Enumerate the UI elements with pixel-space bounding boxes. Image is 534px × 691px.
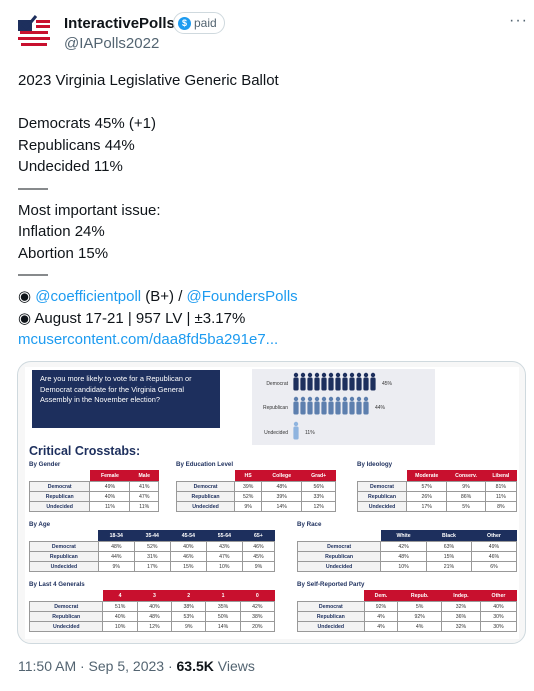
- corner-cell: [298, 590, 365, 602]
- generals-table: [29, 590, 275, 632]
- topline-label: Republican: [262, 405, 288, 411]
- row-label: Republican: [298, 612, 365, 622]
- age-title: By Age: [29, 521, 51, 528]
- column-header: Indep.: [441, 590, 480, 602]
- tweet-line: Inflation 24%: [18, 223, 105, 241]
- person-icon: [349, 373, 354, 391]
- person-icon: [335, 397, 340, 415]
- person-icon: [370, 373, 375, 391]
- person-icon: [342, 397, 347, 415]
- table-cell: 39%: [262, 492, 302, 502]
- header-row: [30, 470, 159, 482]
- table-cell: 57%: [407, 482, 447, 492]
- row-label: Democrat: [177, 482, 235, 492]
- crosstabs-graphic: [25, 367, 519, 639]
- column-header: 0: [240, 590, 274, 602]
- more-options-icon[interactable]: ···: [509, 12, 528, 29]
- row-label: Democrat: [30, 482, 90, 492]
- table-row: [358, 492, 517, 502]
- table-cell: 53%: [172, 612, 206, 622]
- tweet-line: 2023 Virginia Legislative Generic Ballot: [18, 72, 279, 89]
- education-table: [176, 470, 336, 512]
- tweet-timestamp[interactable]: 11:50 AM · Sep 5, 2023 ·: [18, 658, 177, 674]
- table-cell: 43%: [206, 542, 242, 552]
- views-label: Views: [213, 658, 255, 674]
- table-cell: 40%: [480, 602, 516, 612]
- row-label: Democrat: [298, 542, 381, 552]
- header-row: [30, 590, 275, 602]
- tweet-line: Democrats 45% (+1): [18, 115, 156, 133]
- row-label: Republican: [177, 492, 235, 502]
- person-icon: [293, 422, 298, 440]
- table-cell: 46%: [242, 542, 274, 552]
- party-table: [297, 590, 517, 632]
- row-label: Republican: [30, 552, 99, 562]
- person-icon: [307, 373, 312, 391]
- table-row: [177, 492, 336, 502]
- table-row: [358, 482, 517, 492]
- person-icon: [321, 397, 326, 415]
- table-cell: 12%: [137, 622, 171, 632]
- column-header: Other: [471, 530, 516, 542]
- table-row: [30, 542, 275, 552]
- table-cell: 9%: [242, 562, 274, 572]
- header-row: [298, 590, 517, 602]
- column-header: Male: [130, 470, 159, 482]
- table-cell: 51%: [103, 602, 137, 612]
- topline-results: [252, 369, 435, 445]
- source-mid: (B+) /: [141, 287, 187, 305]
- table-cell: 47%: [130, 492, 159, 502]
- table-row: [30, 602, 275, 612]
- person-icon: [314, 397, 319, 415]
- paid-label: paid: [194, 16, 217, 30]
- table-cell: 11%: [90, 502, 130, 512]
- column-header: Repub.: [398, 590, 442, 602]
- date-line: ◉ August 17-21 | 957 LV | ±3.17%: [18, 309, 246, 327]
- table-cell: 45%: [242, 552, 274, 562]
- table-cell: 52%: [235, 492, 262, 502]
- question-box: Are you more likely to vote for a Republican or Democrat candidate for the Virginia General Assembly in the November election?: [32, 370, 220, 428]
- table-row: [177, 482, 336, 492]
- column-header: 65+: [242, 530, 274, 542]
- table-cell: 12%: [302, 502, 336, 512]
- person-icon: [293, 397, 298, 415]
- table-cell: 38%: [240, 612, 274, 622]
- topline-value: 44%: [375, 405, 386, 411]
- mention-founderspolls[interactable]: @FoundersPolls: [186, 287, 298, 305]
- table-cell: 63%: [426, 542, 471, 552]
- table-row: [30, 622, 275, 632]
- column-header: Black: [426, 530, 471, 542]
- table-row: [30, 502, 159, 512]
- row-label: Democrat: [298, 602, 365, 612]
- table-row: [30, 492, 159, 502]
- dollar-icon: $: [178, 17, 191, 30]
- table-cell: 20%: [240, 622, 274, 632]
- header-row: [30, 530, 275, 542]
- race-title: By Race: [297, 521, 322, 528]
- column-header: 55-64: [206, 530, 242, 542]
- row-label: Undecided: [30, 502, 90, 512]
- generals-title: By Last 4 Generals: [29, 581, 85, 588]
- crosstabs-title: Critical Crosstabs:: [29, 444, 141, 458]
- table-cell: 9%: [98, 562, 134, 572]
- tweet-image[interactable]: [17, 361, 526, 644]
- column-header: Other: [480, 590, 516, 602]
- corner-cell: [30, 530, 99, 542]
- row-label: Republican: [30, 492, 90, 502]
- person-icon: [342, 373, 347, 391]
- person-icon: [356, 397, 361, 415]
- column-header: 2: [172, 590, 206, 602]
- table-cell: 10%: [206, 562, 242, 572]
- row-label: Republican: [358, 492, 407, 502]
- column-header: 18-34: [98, 530, 134, 542]
- table-cell: 40%: [170, 542, 206, 552]
- table-cell: 49%: [90, 482, 130, 492]
- table-cell: 21%: [426, 562, 471, 572]
- table-cell: 46%: [170, 552, 206, 562]
- mention-coefficientpoll[interactable]: @coefficientpoll: [35, 287, 142, 305]
- column-header: 1: [206, 590, 240, 602]
- view-count: 63.5K: [176, 658, 214, 674]
- column-header: Liberal: [485, 470, 516, 482]
- table-row: [298, 552, 517, 562]
- source-line: [18, 286, 518, 308]
- person-icon: [356, 373, 361, 391]
- person-icon: [314, 373, 319, 391]
- table-row: [30, 562, 275, 572]
- table-cell: 42%: [381, 542, 427, 552]
- person-icon: [321, 373, 326, 391]
- column-header: 45-54: [170, 530, 206, 542]
- table-cell: 11%: [130, 502, 159, 512]
- table-cell: 41%: [130, 482, 159, 492]
- table-cell: 52%: [134, 542, 170, 552]
- table-cell: 14%: [206, 622, 240, 632]
- table-cell: 40%: [137, 602, 171, 612]
- table-cell: 11%: [485, 492, 516, 502]
- tweet-line: Republicans 44%: [18, 136, 135, 154]
- corner-cell: [30, 590, 103, 602]
- table-cell: 30%: [480, 622, 516, 632]
- row-label: Republican: [298, 552, 381, 562]
- table-cell: 15%: [426, 552, 471, 562]
- table-cell: 14%: [262, 502, 302, 512]
- table-row: [30, 482, 159, 492]
- corner-cell: [30, 470, 90, 482]
- column-header: 3: [137, 590, 171, 602]
- gender-table: [29, 470, 159, 512]
- table-cell: 33%: [302, 492, 336, 502]
- tweet-line: ——: [18, 179, 48, 197]
- person-icon: [307, 397, 312, 415]
- table-cell: 56%: [302, 482, 336, 492]
- row-label: Undecided: [30, 562, 99, 572]
- column-header: 35-44: [134, 530, 170, 542]
- table-cell: 48%: [381, 552, 427, 562]
- row-label: Undecided: [30, 622, 103, 632]
- row-label: Undecided: [298, 562, 381, 572]
- tweet-line: Abortion 15%: [18, 244, 109, 262]
- race-table: [297, 530, 517, 572]
- table-cell: 47%: [206, 552, 242, 562]
- table-cell: 8%: [485, 502, 516, 512]
- table-row: [177, 502, 336, 512]
- table-cell: 48%: [98, 542, 134, 552]
- column-header: Female: [90, 470, 130, 482]
- row-label: Democrat: [358, 482, 407, 492]
- row-label: Democrat: [30, 602, 103, 612]
- topline-label: Democrat: [266, 381, 288, 387]
- row-label: Undecided: [298, 622, 365, 632]
- table-cell: 40%: [103, 612, 137, 622]
- table-row: [30, 552, 275, 562]
- table-cell: 4%: [398, 622, 442, 632]
- table-row: [358, 502, 517, 512]
- table-cell: 32%: [441, 602, 480, 612]
- person-icon: [335, 373, 340, 391]
- person-icon: [300, 373, 305, 391]
- table-row: [298, 612, 517, 622]
- party-title: By Self-Reported Party: [297, 581, 365, 588]
- topline-chart: [252, 369, 435, 445]
- table-cell: 46%: [471, 552, 516, 562]
- column-header: 4: [103, 590, 137, 602]
- table-cell: 9%: [172, 622, 206, 632]
- corner-cell: [177, 470, 235, 482]
- header-row: [298, 530, 517, 542]
- person-icon: [300, 397, 305, 415]
- table-cell: 17%: [407, 502, 447, 512]
- topline-value: 45%: [382, 381, 393, 387]
- table-cell: 48%: [137, 612, 171, 622]
- row-label: Republican: [30, 612, 103, 622]
- row-label: Undecided: [358, 502, 407, 512]
- topline-label: Undecided: [264, 430, 288, 436]
- person-icon: [328, 397, 333, 415]
- education-title: By Education Level: [176, 461, 234, 468]
- person-icon: [328, 373, 333, 391]
- table-cell: 17%: [134, 562, 170, 572]
- table-row: [298, 542, 517, 552]
- table-cell: 81%: [485, 482, 516, 492]
- avatar[interactable]: [14, 11, 54, 51]
- age-table: [29, 530, 275, 572]
- table-row: [298, 622, 517, 632]
- table-cell: 9%: [235, 502, 262, 512]
- column-header: College: [262, 470, 302, 482]
- tweet-line: ——: [18, 266, 48, 284]
- tweet-line: [18, 92, 518, 114]
- row-label: Undecided: [177, 502, 235, 512]
- person-icon: [363, 373, 368, 391]
- table-cell: 92%: [364, 602, 398, 612]
- table-cell: 48%: [262, 482, 302, 492]
- table-cell: 35%: [206, 602, 240, 612]
- flag-check-icon: [14, 11, 54, 51]
- person-icon: [349, 397, 354, 415]
- tweet-meta: [18, 658, 255, 674]
- ideology-title: By Ideology: [357, 461, 393, 468]
- tweet-text: [18, 70, 518, 351]
- table-cell: 26%: [407, 492, 447, 502]
- column-header: HS: [235, 470, 262, 482]
- header-row: [177, 470, 336, 482]
- row-label: Democrat: [30, 542, 99, 552]
- table-cell: 49%: [471, 542, 516, 552]
- ideology-table: [357, 470, 517, 512]
- tweet-line: Most important issue:: [18, 201, 161, 219]
- topline-value: 11%: [305, 430, 315, 436]
- gender-title: By Gender: [29, 461, 61, 468]
- corner-cell: [358, 470, 407, 482]
- tweet-line: Undecided 11%: [18, 158, 123, 176]
- table-cell: 10%: [381, 562, 427, 572]
- table-cell: 4%: [364, 622, 398, 632]
- table-cell: 9%: [447, 482, 485, 492]
- table-cell: 5%: [447, 502, 485, 512]
- column-header: Moderate: [407, 470, 447, 482]
- table-row: [30, 612, 275, 622]
- tweet-url-link[interactable]: mcusercontent.com/daa8fd5ba291e7...: [18, 331, 279, 349]
- table-cell: 40%: [90, 492, 130, 502]
- column-header: Conserv.: [447, 470, 485, 482]
- table-cell: 86%: [447, 492, 485, 502]
- account-handle[interactable]: @IAPolls2022: [64, 35, 160, 52]
- table-cell: 50%: [206, 612, 240, 622]
- paid-badge: [173, 12, 225, 34]
- column-header: White: [381, 530, 427, 542]
- table-cell: 36%: [441, 612, 480, 622]
- account-name[interactable]: InteractivePolls: [64, 15, 175, 32]
- table-cell: 30%: [480, 612, 516, 622]
- table-cell: 5%: [398, 602, 442, 612]
- table-row: [298, 562, 517, 572]
- corner-cell: [298, 530, 381, 542]
- table-cell: 10%: [103, 622, 137, 632]
- table-cell: 92%: [398, 612, 442, 622]
- table-cell: 32%: [441, 622, 480, 632]
- table-cell: 4%: [364, 612, 398, 622]
- table-cell: 42%: [240, 602, 274, 612]
- person-icon: [293, 373, 298, 391]
- header-row: [358, 470, 517, 482]
- table-cell: 39%: [235, 482, 262, 492]
- source-mark: ◉: [18, 287, 32, 305]
- column-header: Grad+: [302, 470, 336, 482]
- table-cell: 6%: [471, 562, 516, 572]
- table-cell: 38%: [172, 602, 206, 612]
- table-cell: 31%: [134, 552, 170, 562]
- table-cell: 44%: [98, 552, 134, 562]
- table-cell: 15%: [170, 562, 206, 572]
- table-row: [298, 602, 517, 612]
- column-header: Dem.: [364, 590, 398, 602]
- person-icon: [363, 397, 368, 415]
